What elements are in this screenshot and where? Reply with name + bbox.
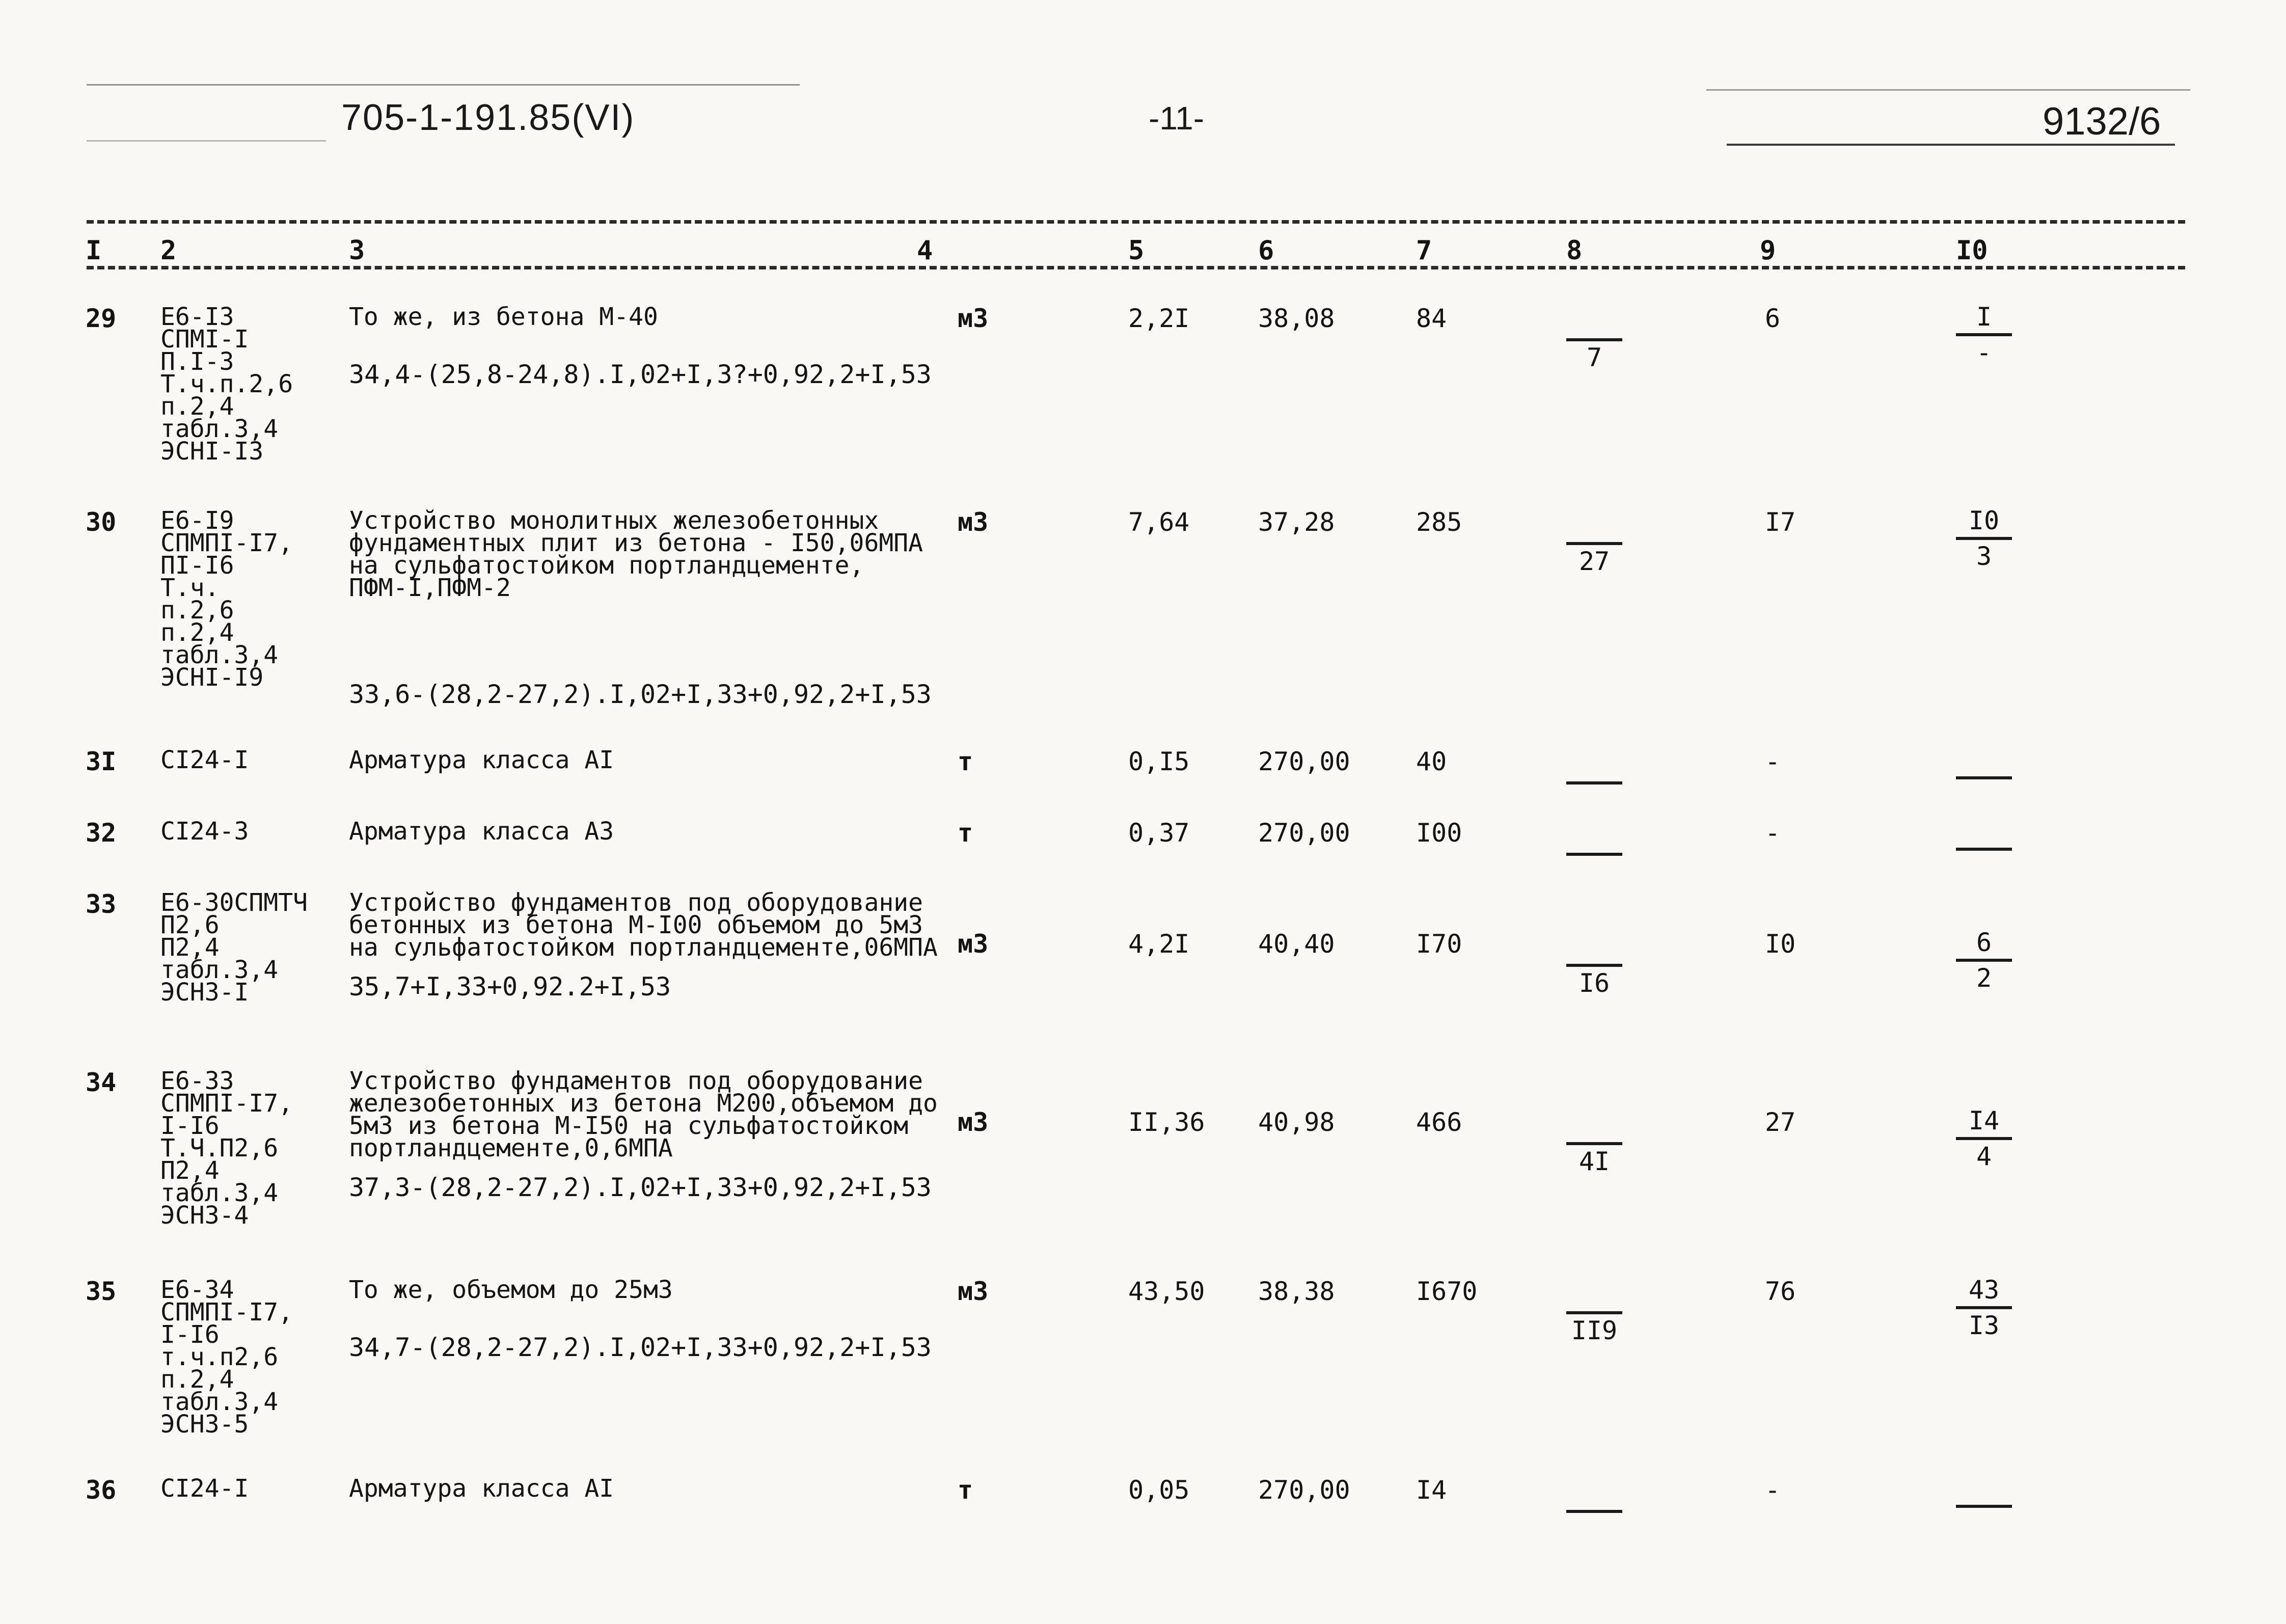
fraction-col-8	[1566, 823, 1622, 885]
fraction-bar	[1956, 1306, 2012, 1309]
fraction-denominator: 3	[1976, 542, 1992, 571]
col-9-value: 76	[1765, 1277, 1796, 1306]
unit: м3	[958, 1107, 989, 1137]
fraction-numerator	[1566, 1113, 1622, 1139]
fraction-denominator: II9	[1571, 1316, 1618, 1345]
total-cost: 466	[1416, 1107, 1462, 1137]
fraction-bar	[1566, 542, 1622, 545]
column-number: 3	[349, 235, 365, 266]
table-top-rule	[87, 220, 2185, 224]
fraction-col-8	[1566, 309, 1622, 371]
fraction-col-8	[1566, 1480, 1622, 1542]
sheet-number: 9132/6	[2043, 100, 2161, 143]
fraction-col-8	[1566, 1113, 1622, 1175]
fraction-denominator: 4	[1976, 1142, 1992, 1171]
fraction-bar	[1566, 1510, 1622, 1513]
fraction-bar	[1956, 959, 2012, 962]
fraction-numerator	[1566, 934, 1622, 961]
fraction-numerator	[1956, 747, 2012, 773]
total-cost: 40	[1416, 747, 1447, 776]
fraction-bar	[1566, 964, 1622, 967]
fraction-denominator	[1566, 1516, 1622, 1542]
col-9-value: -	[1765, 747, 1781, 776]
fraction-bar	[1956, 537, 2012, 540]
fraction-bar	[1566, 853, 1622, 856]
column-number: I0	[1956, 235, 1988, 266]
fraction-bar	[1956, 776, 2012, 779]
row-number: 33	[86, 889, 117, 919]
fraction-denominator: -	[1976, 338, 1992, 367]
unit-price: 38,08	[1258, 304, 1335, 333]
unit: м3	[958, 507, 989, 537]
total-cost: I70	[1416, 929, 1462, 959]
total-cost: I00	[1416, 818, 1462, 848]
fraction-bar	[1956, 333, 2012, 336]
quantity: 2,2I	[1128, 304, 1190, 333]
fraction-bar	[1956, 1137, 2012, 1140]
col-9-value: 6	[1765, 304, 1781, 333]
quantity: 0,37	[1128, 818, 1190, 848]
fraction-col-10	[1956, 304, 2012, 366]
fraction-col-10	[1956, 1475, 2012, 1537]
total-cost: I4	[1416, 1475, 1447, 1505]
fraction-numerator: I4	[1968, 1106, 2000, 1135]
unit-price: 270,00	[1258, 747, 1350, 776]
fraction-col-8	[1566, 934, 1622, 996]
quantity: 7,64	[1128, 507, 1190, 537]
total-cost: 84	[1416, 304, 1447, 333]
fraction-numerator	[1566, 823, 1622, 850]
column-number: I	[86, 235, 102, 266]
norm-code: Е6-33 СПМПI-I7, I-I6 Т.Ч.П2,6 П2,4 табл.3,4 ЭСН3-4	[160, 1067, 293, 1230]
fraction-numerator: I	[1976, 302, 1992, 332]
work-description: Арматура класса А3	[349, 817, 614, 846]
fraction-bar	[1566, 1311, 1622, 1314]
norm-code: Е6-34 СПМПI-I7, I-I6 т.ч.п2,6 п.2,4 табл.3,4 ЭСН3-5	[160, 1276, 293, 1439]
work-description: Устройство фундаментов под оборудование бетонных из бетона М-I00 объемом до 5м3 на сульфатостойком портландцементе,06МПА	[349, 888, 938, 962]
column-number: 8	[1566, 235, 1583, 266]
fraction-col-10	[1956, 818, 2012, 880]
unit: м3	[958, 304, 989, 333]
fraction-denominator: 2	[1976, 963, 1992, 993]
col-9-value: I0	[1765, 929, 1796, 959]
column-number: 5	[1128, 235, 1145, 266]
fraction-col-8	[1566, 752, 1622, 814]
page-number: -11-	[1149, 100, 1205, 137]
work-description: Арматура класса АI	[349, 746, 614, 774]
quantity: II,36	[1128, 1107, 1205, 1137]
quantity: 0,05	[1128, 1475, 1190, 1505]
unit-price: 270,00	[1258, 1475, 1350, 1505]
document-code: 705-1-191.85(VI)	[341, 97, 635, 138]
fraction-numerator	[1566, 752, 1622, 778]
fraction-bar	[1956, 848, 2012, 851]
work-description: То же, из бетона М-40	[349, 303, 658, 331]
fraction-denominator	[1566, 859, 1622, 885]
header-rule-left	[87, 140, 326, 142]
fraction-bar	[1566, 1142, 1622, 1145]
row-number: 34	[86, 1068, 117, 1097]
fraction-numerator	[1566, 1282, 1622, 1308]
quantity: 0,I5	[1128, 747, 1190, 776]
column-number: 6	[1258, 235, 1274, 266]
work-description: Устройство фундаментов под оборудование железобетонных из бетона М200,объемом до 5м3 из бетона М-I50 на сульфатостойком портландцементе,0,6МПА	[349, 1067, 938, 1162]
unit-price: 40,40	[1258, 929, 1335, 959]
fraction-col-10	[1956, 1107, 2012, 1170]
fraction-denominator: I3	[1968, 1311, 2000, 1340]
norm-code: СI24-I	[160, 1474, 249, 1503]
fraction-col-10	[1956, 507, 2012, 570]
row-number: 3I	[86, 747, 117, 776]
fraction-col-10	[1956, 747, 2012, 809]
column-number: 4	[917, 235, 933, 266]
fraction-numerator	[1956, 1475, 2012, 1502]
work-description: То же, объемом до 25м3	[349, 1276, 673, 1304]
col-9-value: -	[1765, 1475, 1781, 1505]
norm-code: СI24-3	[160, 817, 249, 846]
row-number: 35	[86, 1277, 117, 1306]
fraction-bar	[1566, 338, 1622, 341]
fraction-denominator: 4I	[1579, 1147, 1610, 1176]
fraction-denominator: I6	[1579, 968, 1610, 998]
work-description: Арматура класса АI	[349, 1474, 614, 1503]
fraction-denominator	[1956, 854, 2012, 880]
norm-code: Е6-30СПМТЧ П2,6 П2,4 табл.3,4 ЭСН3-I	[160, 888, 308, 1007]
fraction-numerator: 43	[1968, 1275, 2000, 1305]
calculation-formula: 34,7-(28,2-27,2).I,02+I,33+0,92,2+I,53	[349, 1333, 932, 1362]
fraction-col-10	[1956, 929, 2012, 991]
fraction-numerator	[1566, 1480, 1622, 1507]
column-number: 2	[160, 235, 177, 266]
sheet-number-underline	[1727, 144, 2175, 146]
fraction-numerator: 6	[1976, 928, 1992, 957]
fraction-numerator	[1566, 309, 1622, 335]
unit-price: 270,00	[1258, 818, 1350, 848]
fraction-col-10	[1956, 1277, 2012, 1339]
unit-price: 37,28	[1258, 507, 1335, 537]
unit-price: 38,38	[1258, 1277, 1335, 1306]
fraction-denominator	[1956, 1511, 2012, 1537]
work-description: Устройство монолитных железобетонных фундаментных плит из бетона - I50,06МПА на сульфатостойком портландцементе, ПФМ-I,ПФМ-2	[349, 506, 923, 602]
row-number: 29	[86, 304, 117, 333]
fraction-bar	[1956, 1505, 2012, 1508]
calculation-formula: 35,7+I,33+0,92.2+I,53	[349, 972, 671, 1002]
norm-code: Е6-I3 СПМI-I П.I-3 Т.ч.п.2,6 п.2,4 табл.3,4 ЭСНI-I3	[160, 303, 293, 466]
norm-code: Е6-I9 СПМПI-I7, ПI-I6 Т.ч. п.2,6 п.2,4 табл.3,4 ЭСНI-I9	[160, 506, 293, 692]
fraction-numerator	[1566, 512, 1622, 539]
top-rule-left	[87, 84, 800, 86]
col-9-value: -	[1765, 818, 1781, 848]
fraction-col-8	[1566, 512, 1622, 575]
col-9-value: I7	[1765, 507, 1796, 537]
fraction-bar	[1566, 781, 1622, 784]
unit: м3	[958, 929, 989, 959]
row-number: 36	[86, 1475, 117, 1505]
row-number: 32	[86, 818, 117, 848]
fraction-denominator: 7	[1586, 343, 1602, 372]
unit: т	[958, 1475, 973, 1505]
total-cost: 285	[1416, 507, 1462, 537]
unit: т	[958, 818, 973, 848]
column-number: 9	[1760, 235, 1776, 266]
column-header-rule	[87, 266, 2185, 269]
fraction-denominator	[1956, 782, 2012, 809]
top-rule-right	[1706, 89, 2190, 91]
total-cost: I670	[1416, 1277, 1478, 1306]
fraction-numerator	[1956, 818, 2012, 845]
quantity: 4,2I	[1128, 929, 1190, 959]
fraction-col-8	[1566, 1282, 1622, 1344]
unit: т	[958, 747, 973, 776]
calculation-formula: 34,4-(25,8-24,8).I,02+I,3?+0,92,2+I,53	[349, 360, 932, 389]
col-9-value: 27	[1765, 1107, 1796, 1137]
norm-code: СI24-I	[160, 746, 249, 774]
unit: м3	[958, 1277, 989, 1306]
fraction-numerator: I0	[1968, 506, 2000, 535]
unit-price: 40,98	[1258, 1107, 1335, 1137]
fraction-denominator: 27	[1579, 547, 1610, 576]
calculation-formula: 33,6-(28,2-27,2).I,02+I,33+0,92,2+I,53	[349, 680, 932, 709]
fraction-denominator	[1566, 788, 1622, 814]
column-number: 7	[1416, 235, 1432, 266]
row-number: 30	[86, 507, 117, 537]
quantity: 43,50	[1128, 1277, 1205, 1306]
calculation-formula: 37,3-(28,2-27,2).I,02+I,33+0,92,2+I,53	[349, 1173, 932, 1202]
